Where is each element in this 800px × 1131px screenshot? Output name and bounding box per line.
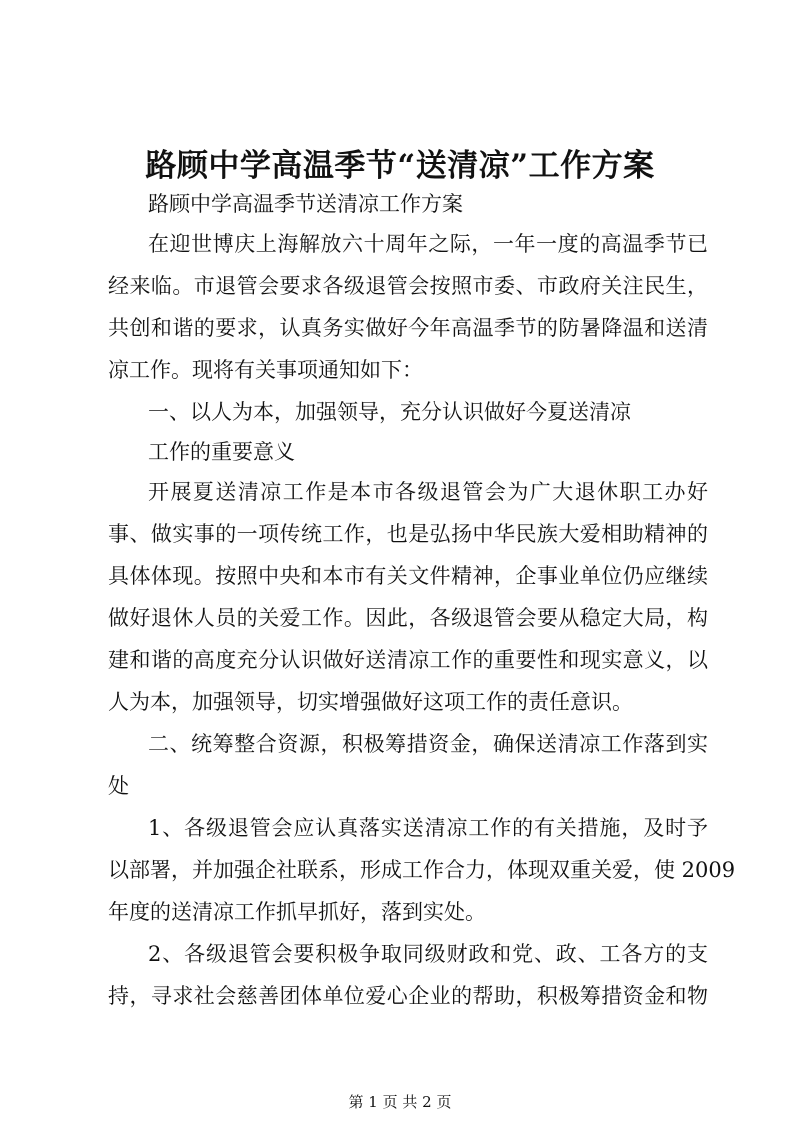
paragraph-line: 具体体现。按照中央和本市有关文件精神，企事业单位仍应继续: [108, 564, 708, 588]
paragraph-line: 年度的送清凉工作抓早抓好，落到实处。: [108, 900, 486, 924]
paragraph-line: 人为本，加强领导，切实增强做好这项工作的责任意识。: [108, 690, 633, 714]
paragraph-line: 事、做实事的一项传统工作，也是弘扬中华民族大爱相助精神的: [108, 522, 708, 546]
paragraph-line: 在迎世博庆上海解放六十周年之际，一年一度的高温季节已: [148, 232, 708, 256]
paragraph-line: 以部署，并加强企社联系，形成工作合力，体现双重关爱，使 2009: [108, 858, 736, 882]
section-heading-line: 工作的重要意义: [148, 440, 295, 464]
paragraph-line: 做好退休人员的关爱工作。因此，各级退管会要从稳定大局，构: [108, 606, 708, 630]
paragraph-line: 经来临。市退管会要求各级退管会按照市委、市政府关注民生，: [108, 274, 708, 298]
section-heading-line: 一、以人为本，加强领导，充分认识做好今夏送清凉: [148, 400, 631, 424]
page-footer: 第 1 页 共 2 页: [348, 1093, 452, 1111]
paragraph-line: 开展夏送清凉工作是本市各级退管会为广大退休职工办好: [148, 480, 708, 504]
paragraph-line: 共创和谐的要求，认真务实做好今年高温季节的防暑降温和送清: [108, 316, 708, 340]
document-title: 路顾中学高温季节“送清凉”工作方案: [145, 148, 655, 184]
paragraph-line: 1、各级退管会应认真落实送清凉工作的有关措施，及时予: [148, 816, 708, 840]
subtitle-line: 路顾中学高温季节送清凉工作方案: [148, 192, 463, 216]
paragraph-line: 凉工作。现将有关事项通知如下：: [108, 358, 423, 382]
paragraph-line: 2、各级退管会要积极争取同级财政和党、政、工各方的支: [148, 942, 708, 966]
paragraph-line: 持，寻求社会慈善团体单位爱心企业的帮助，积极筹措资金和物: [108, 984, 708, 1008]
section-heading-line: 处: [108, 774, 129, 798]
section-heading-line: 二、统筹整合资源，积极筹措资金，确保送清凉工作落到实: [148, 732, 708, 756]
paragraph-line: 建和谐的高度充分认识做好送清凉工作的重要性和现实意义，以: [108, 648, 708, 672]
